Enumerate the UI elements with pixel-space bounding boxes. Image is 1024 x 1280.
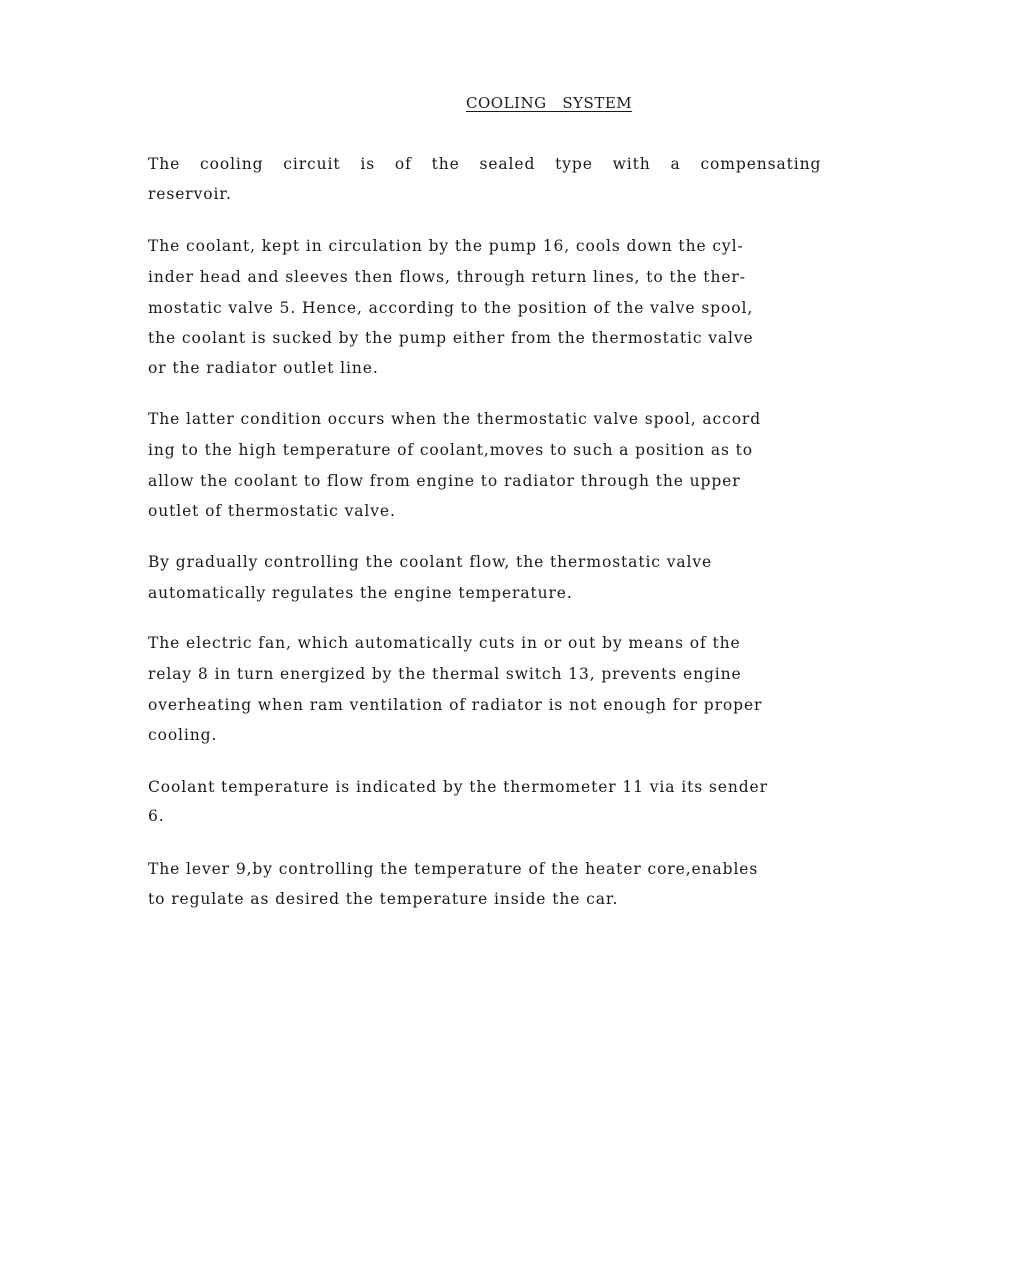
- paragraph-5-line-2: relay 8 in turn energized by the thermal switch 13, prevents engine: [148, 665, 742, 683]
- page-title: COOLING SYSTEM: [466, 94, 633, 112]
- paragraph-4-line-2: automatically regulates the engine temperature.: [148, 584, 573, 602]
- paragraph-2-line-2: inder head and sleeves then flows, through return lines, to the ther-: [148, 268, 746, 286]
- paragraph-5-line-4: cooling.: [148, 726, 218, 744]
- paragraph-2-line-5: or the radiator outlet line.: [148, 359, 379, 377]
- paragraph-3-line-3: allow the coolant to flow from engine to radiator through the upper: [148, 472, 741, 490]
- paragraph-3-line-1: The latter condition occurs when the thermostatic valve spool, accord: [148, 410, 762, 428]
- paragraph-1-line-2: reservoir.: [148, 185, 232, 203]
- paragraph-7-line-2: to regulate as desired the temperature inside the car.: [148, 890, 619, 908]
- paragraph-6-line-1: Coolant temperature is indicated by the thermometer 11 via its sender: [148, 778, 768, 796]
- paragraph-2-line-4: the coolant is sucked by the pump either from the thermostatic valve: [148, 329, 754, 347]
- paragraph-2-line-1: The coolant, kept in circulation by the pump 16, cools down the cyl-: [148, 237, 744, 255]
- paragraph-3-line-2: ing to the high temperature of coolant,moves to such a position as to: [148, 441, 754, 459]
- paragraph-1-line-1: The cooling circuit is of the sealed type with a compensating: [148, 155, 822, 173]
- paragraph-5-line-3: overheating when ram ventilation of radiator is not enough for proper: [148, 696, 763, 714]
- paragraph-5-line-1: The electric fan, which automatically cuts in or out by means of the: [148, 634, 741, 652]
- paragraph-3-line-4: outlet of thermostatic valve.: [148, 502, 396, 520]
- paragraph-2-line-3: mostatic valve 5. Hence, according to the position of the valve spool,: [148, 299, 754, 317]
- paragraph-4-line-1: By gradually controlling the coolant flow, the thermostatic valve: [148, 553, 713, 571]
- paragraph-7-line-1: The lever 9,by controlling the temperature of the heater core,enables: [148, 860, 759, 878]
- paragraph-6-line-2: 6.: [148, 807, 165, 825]
